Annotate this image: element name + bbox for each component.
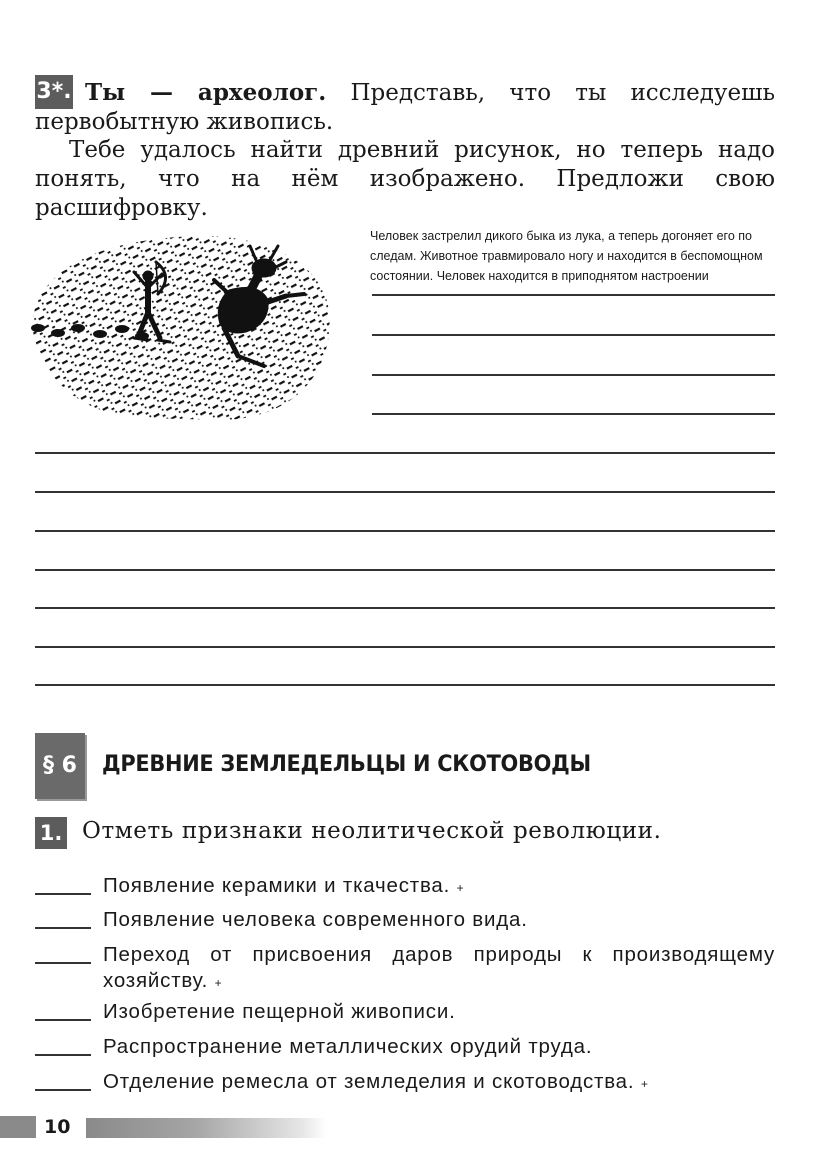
answer-line[interactable] [35, 607, 775, 609]
list-item [35, 999, 775, 1029]
list-item [35, 942, 775, 998]
list-item [35, 873, 775, 903]
list-item-text: Появление керамики и ткачества. + [103, 874, 465, 897]
answer-line[interactable] [35, 646, 775, 648]
list-item-text: Переход от присвоения даров природы к производящему хозяйству. + [103, 943, 775, 992]
cave-painting-image [24, 232, 334, 422]
page-footer-bar [86, 1118, 326, 1138]
task-number-badge: 3*. [35, 75, 73, 109]
answer-blank[interactable] [35, 927, 91, 929]
task1-question: Отметь признаки неолитической революции. [82, 818, 662, 844]
answer-blank[interactable] [35, 1089, 91, 1091]
answer-line[interactable] [35, 452, 775, 454]
answer-blank[interactable] [35, 1054, 91, 1056]
answer-line[interactable] [372, 334, 775, 336]
task-number-badge: 1. [35, 817, 67, 849]
list-item-text: Отделение ремесла от земледелия и скотоводства. + [103, 1070, 649, 1093]
list-item [35, 1069, 775, 1099]
answer-line[interactable] [35, 684, 775, 686]
answer-line[interactable] [35, 569, 775, 571]
task3-instruction: Тебе удалось найти древний рисунок, но теперь надо понять, что на нём изображено. Предложи свою расшифровку. [35, 137, 775, 221]
check-mark: + [640, 1077, 649, 1091]
section-number-badge: § 6 [35, 733, 85, 799]
task3-prompt [35, 78, 775, 137]
answer-blank[interactable] [35, 893, 91, 895]
answer-blank[interactable] [35, 962, 91, 964]
check-mark: + [214, 976, 223, 990]
answer-text: Человек застрелил дикого быка из лука, а теперь догоняет его по следам. Животное травмировало ногу и находится в беспомощном состоянии. Человек находится в приподнятом настроении [370, 229, 763, 283]
task3-title-rest: Представь, что ты исследуешь первобытную живопись. [35, 80, 775, 135]
page-tab-decoration [0, 1116, 36, 1138]
task3-title: Ты — археолог. [85, 79, 327, 106]
answer-line[interactable] [35, 530, 775, 532]
check-mark: + [456, 881, 465, 895]
list-item-text: Изобретение пещерной живописи. [103, 1000, 456, 1023]
answer-line[interactable] [372, 374, 775, 376]
list-item [35, 1034, 775, 1064]
answer-line[interactable] [372, 413, 775, 415]
answer-blank[interactable] [35, 1019, 91, 1021]
page-number: 10 [44, 1116, 71, 1138]
list-item-text: Появление человека современного вида. [103, 908, 528, 931]
list-item [35, 907, 775, 937]
answer-line[interactable] [35, 491, 775, 493]
list-item-text: Распространение металлических орудий труда. [103, 1035, 593, 1058]
section-title: ДРЕВНИЕ ЗЕМЛЕДЕЛЬЦЫ И СКОТОВОДЫ [102, 752, 591, 777]
answer-line[interactable] [372, 294, 775, 296]
